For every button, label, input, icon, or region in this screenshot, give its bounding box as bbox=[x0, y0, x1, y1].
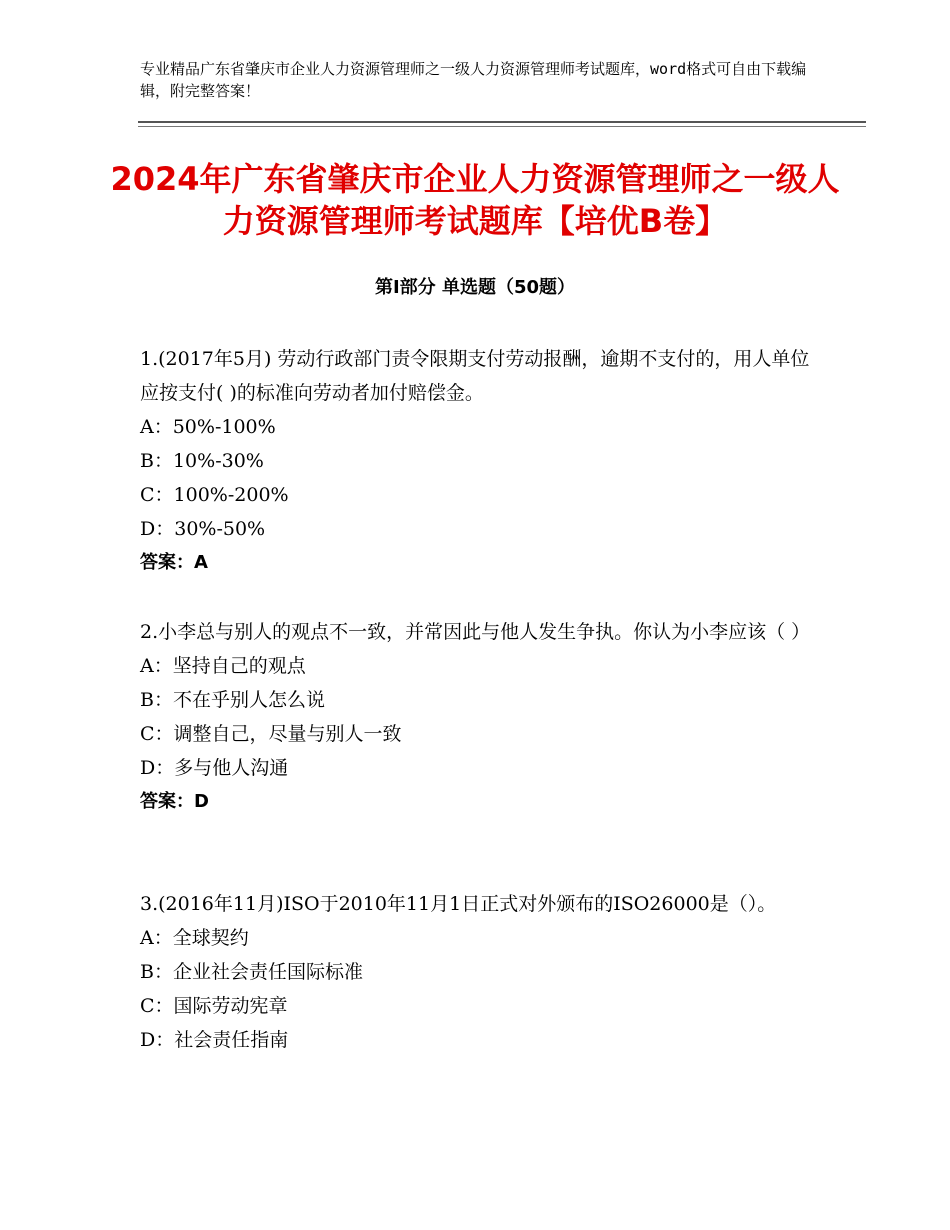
option-c: C：100%-200% bbox=[140, 484, 289, 506]
option-a: A：50%-100% bbox=[140, 416, 276, 438]
option-b: B：不在乎别人怎么说 bbox=[140, 689, 325, 711]
answer-line: 答案：A bbox=[140, 552, 208, 573]
question-stem: 1.(2017年5月) 劳动行政部门责令限期支付劳动报酬，逾期不支付的，用人单位应按支付( )的标准向劳动者加付赔偿金。 bbox=[140, 348, 810, 404]
question-1 bbox=[140, 342, 820, 580]
option-c: C：调整自己，尽量与别人一致 bbox=[140, 723, 402, 745]
header-note: 专业精品广东省肇庆市企业人力资源管理师之一级人力资源管理师考试题库，word格式可自由下载编辑，附完整答案！ bbox=[140, 60, 807, 100]
option-d: D：30%-50% bbox=[140, 518, 266, 540]
header-divider bbox=[138, 121, 866, 123]
section-heading: 第I部分 单选题（50题） bbox=[374, 277, 575, 298]
question-2 bbox=[140, 615, 820, 819]
option-c: C：国际劳动宪章 bbox=[140, 995, 288, 1017]
header-divider-thin bbox=[138, 126, 866, 127]
option-d: D：多与他人沟通 bbox=[140, 757, 289, 779]
question-stem: 2.小李总与别人的观点不一致，并常因此与他人发生争执。你认为小李应该（ ） bbox=[140, 621, 811, 643]
answer-line: 答案：D bbox=[140, 791, 209, 812]
option-a: A：全球契约 bbox=[140, 927, 249, 949]
option-b: B：企业社会责任国际标准 bbox=[140, 961, 363, 983]
question-3 bbox=[140, 887, 820, 1057]
option-a: A：坚持自己的观点 bbox=[140, 655, 306, 677]
option-d: D：社会责任指南 bbox=[140, 1029, 289, 1051]
option-b: B：10%-30% bbox=[140, 450, 264, 472]
document-title: 2024年广东省肇庆市企业人力资源管理师之一级人力资源管理师考试题库【培优B卷】 bbox=[110, 160, 840, 240]
question-stem: 3.(2016年11月)ISO于2010年11月1日正式对外颁布的ISO26000是（）。 bbox=[140, 893, 777, 915]
